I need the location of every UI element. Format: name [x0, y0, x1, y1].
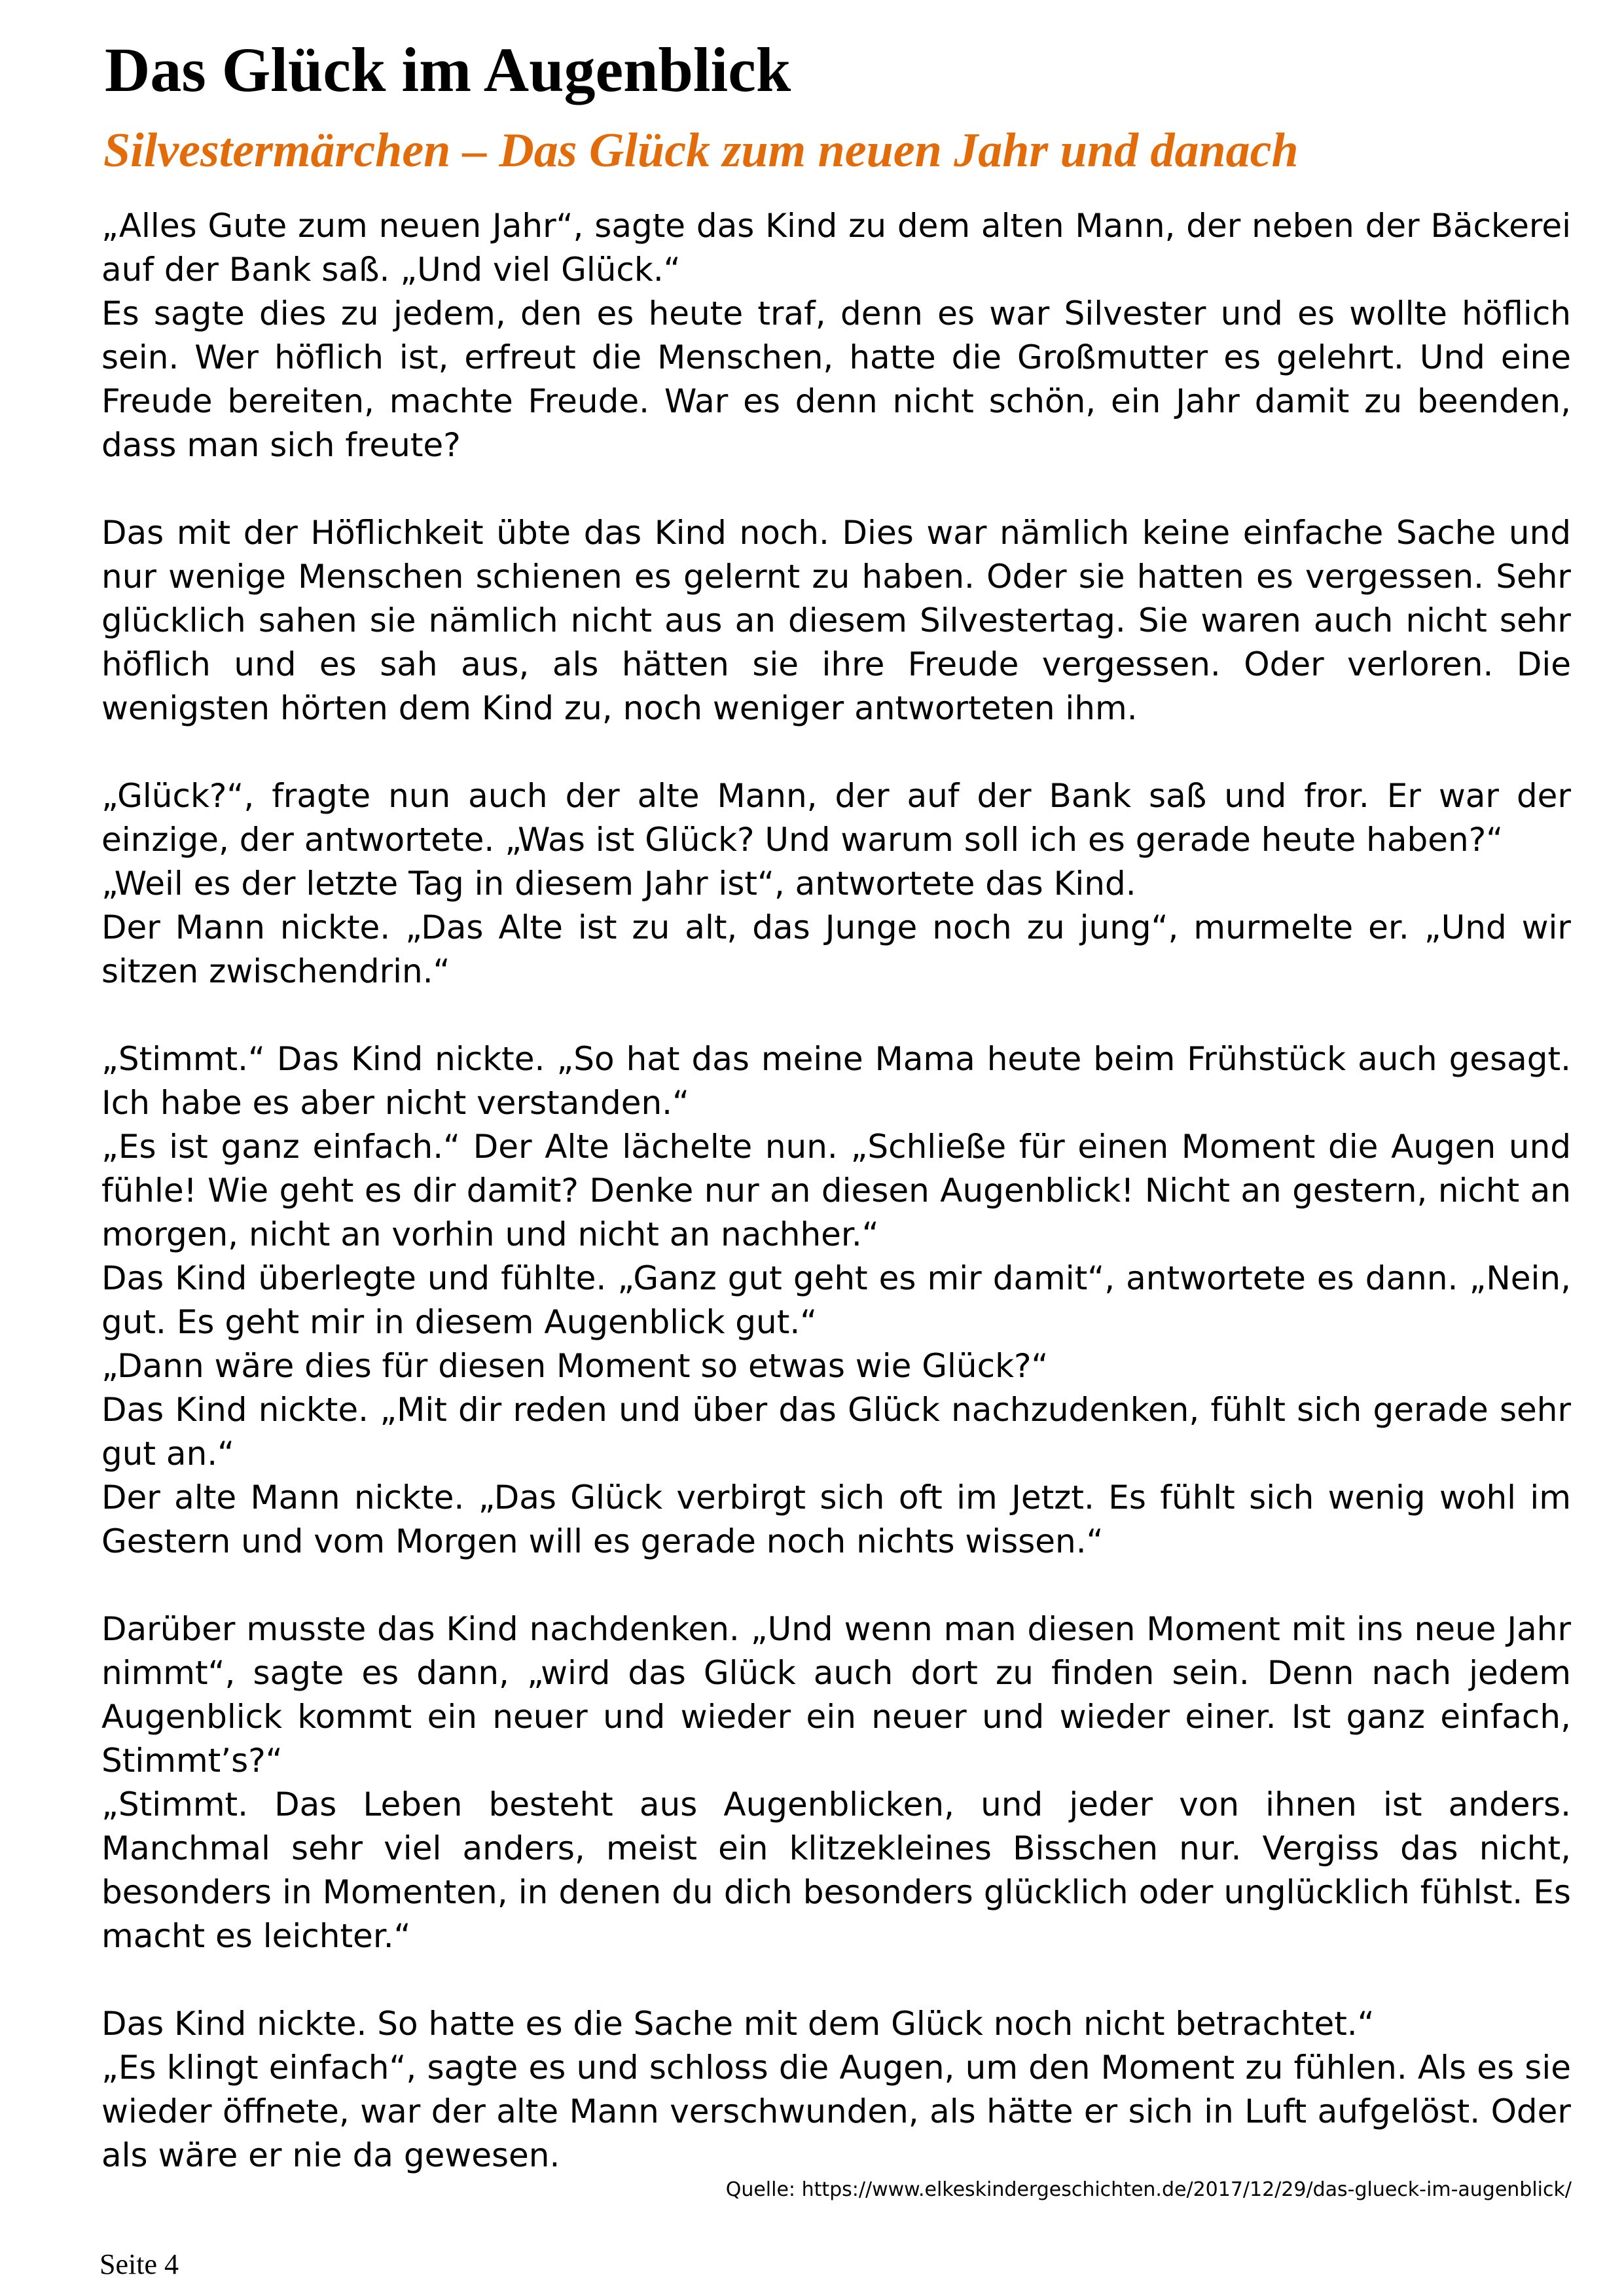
document-title: Das Glück im Augenblick	[105, 35, 791, 105]
story-paragraph	[101, 204, 1571, 467]
story-line: „Es ist ganz einfach.“ Der Alte lächelte nun. „Schließe für einen Moment die Augen und fühle! Wie geht es dir damit? Denke nur an diesen Augenblick! Nicht an gestern, nicht an morgen, nicht an vorhin und nicht an nachher.“	[101, 1128, 1571, 1253]
story-line: Das Kind nickte. So hatte es die Sache mit dem Glück noch nicht betrachtet.“	[101, 2005, 1375, 2043]
story-body	[101, 204, 1571, 2178]
story-paragraph	[101, 2002, 1571, 2178]
story-line: Darüber musste das Kind nachdenken. „Und wenn man diesen Moment mit ins neue Jahr nimmt“, sagte es dann, „wird das Glück auch dort zu finden sein. Denn nach jedem Augenblick kommt ein neuer und wieder ein neuer und wieder einer. Ist ganz einfach, Stimmt’s?“	[101, 1610, 1571, 1780]
story-line: „Stimmt. Das Leben besteht aus Augenblicken, und jeder von ihnen ist anders. Manchmal sehr viel anders, meist ein klitzekleines Bisschen nur. Vergiss das nicht, besonders in Momenten, in denen du dich besonders glücklich oder unglücklich fühlst. Es macht es leichter.“	[101, 1785, 1571, 1955]
story-line: Das mit der Höflichkeit übte das Kind noch. Dies war nämlich keine einfache Sache und nur wenige Menschen schienen es gelernt zu haben. Oder sie hatten es vergessen. Sehr glücklich sahen sie nämlich nicht aus an diesem Silvestertag. Sie waren auch nicht sehr höflich und es sah aus, als hätten sie ihre Freude vergessen. Oder verloren. Die wenigsten hörten dem Kind zu, noch weniger antworteten ihm.	[101, 514, 1571, 727]
story-line: Das Kind überlegte und fühlte. „Ganz gut geht es mir damit“, antwortete es dann. „Nein, gut. Es geht mir in diesem Augenblick gut.“	[101, 1259, 1571, 1341]
story-line: Es sagte dies zu jedem, den es heute traf, denn es war Silvester und es wollte höflich sein. Wer höflich ist, erfreut die Menschen, hatte die Großmutter es gelehrt. Und eine Freude bereiten, machte Freude. War es denn nicht schön, ein Jahr damit zu beenden, dass man sich freute?	[101, 295, 1571, 464]
document-subtitle: Silvestermärchen – Das Glück zum neuen Jahr und danach	[103, 124, 1299, 177]
story-line: Der alte Mann nickte. „Das Glück verbirgt sich oft im Jetzt. Es fühlt sich wenig wohl im Gestern und vom Morgen will es gerade noch nichts wissen.“	[101, 1479, 1571, 1560]
story-line: „Weil es der letzte Tag in diesem Jahr ist“, antwortete das Kind.	[101, 865, 1136, 903]
story-paragraph	[101, 1607, 1571, 1958]
story-line: Das Kind nickte. „Mit dir reden und über das Glück nachzudenken, fühlt sich gerade sehr gut an.“	[101, 1391, 1571, 1473]
story-line: Der Mann nickte. „Das Alte ist zu alt, das Junge noch zu jung“, murmelte er. „Und wir sitzen zwischendrin.“	[101, 908, 1571, 990]
story-line: „Dann wäre dies für diesen Moment so etwas wie Glück?“	[101, 1347, 1049, 1385]
story-paragraph	[101, 511, 1571, 730]
story-paragraph	[101, 774, 1571, 994]
page-number: Seite 4	[99, 2248, 179, 2280]
story-line: „Es klingt einfach“, sagte es und schloss die Augen, um den Moment zu fühlen. Als es sie wieder öffnete, war der alte Mann verschwunden, als hätte er sich in Luft aufgelöst. Oder als wäre er nie da gewesen.	[101, 2049, 1571, 2174]
story-line: „Alles Gute zum neuen Jahr“, sagte das Kind zu dem alten Mann, der neben der Bäckerei auf der Bank saß. „Und viel Glück.“	[101, 207, 1571, 289]
story-line: „Glück?“, fragte nun auch der alte Mann, der auf der Bank saß und fror. Er war der einzige, der antwortete. „Was ist Glück? Und warum soll ich es gerade heute haben?“	[101, 777, 1571, 859]
story-paragraph	[101, 1037, 1571, 1564]
story-line: „Stimmt.“ Das Kind nickte. „So hat das meine Mama heute beim Frühstück auch gesagt. Ich habe es aber nicht verstanden.“	[101, 1040, 1571, 1122]
source-citation: Quelle: https://www.elkeskindergeschichten.de/2017/12/29/das-glueck-im-augenblick/	[725, 2178, 1572, 2201]
